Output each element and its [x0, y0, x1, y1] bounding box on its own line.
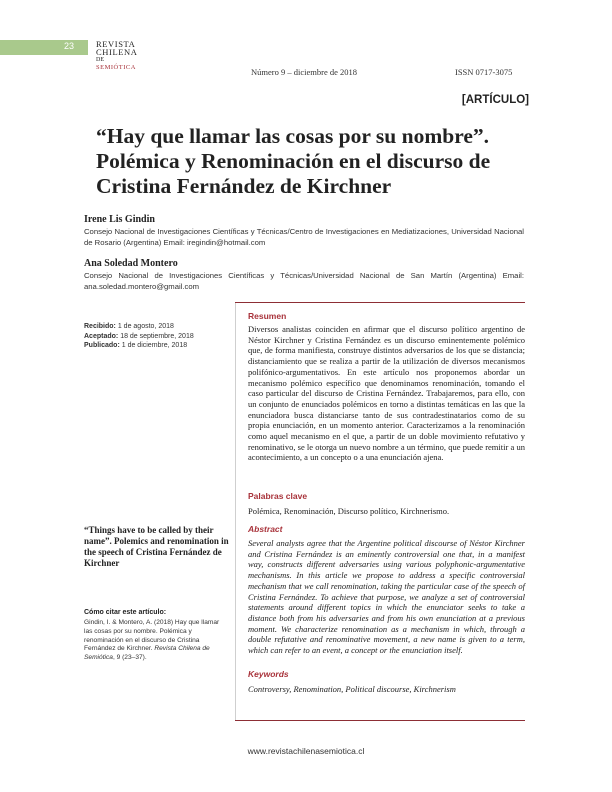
author-name: Irene Lis Gindin [84, 214, 155, 225]
author-affiliation: Consejo Nacional de Investigaciones Científicas y Técnicas/Centro de Investigaciones en Mediatizaciones, Universidad Nacional de Rosario (Argentina) Email: iregindin@hotmail.com [84, 227, 524, 247]
abstract-es-text: Diversos analistas coinciden en afirmar que el discurso político argentino de Néstor Kirchner y Cristina Fernández es un discurso eminentemente polémico que, de forma manifiesta, construye distintos adversarios de los que se distancia; distanciamiento que se realiza a partir de la utilización de diversos mecanismos polifónico-argumentativos. En este artículo nos proponemos abordar un mecanismo polémico específico que denominamos renominación, tomando el caso particular del discurso de Cristina Fernández. Trabajaremos, para ello, con un conjunto de enunciados polémicos en torno a distintas temáticas en las que la enunciadora busca distanciarse tanto de sus contradestinatarios como de su propia enunciación, en un momento anterior. Caracterizamos a la renominación como aquel mecanismo en el que, a partir de un doble movimiento refutativo y renominativo, se le otorga un nuevo nombre a un término, que puede remitir a un acontecimiento, a un concepto o a una enunciación ajena. [248, 324, 525, 463]
author-affiliation: Consejo Nacional de Investigaciones Científicas y Técnicas/Universidad Nacional de San Martín (Argentina) Email: ana.soledad.montero@gmail.com [84, 271, 524, 291]
citation-text: Gindin, I. & Montero, A. (2018) Hay que llamar las cosas por su nombre. Polémica y renominación en el discurso de Cristina Fernández de Kirchner. Revista Chilena de Semiótica, 9 (23–37). [84, 619, 220, 662]
author-name: Ana Soledad Montero [84, 258, 178, 269]
article-title: “Hay que llamar las cosas por su nombre”. Polémica y Renominación en el discurso de Cristina Fernández de Kirchner [96, 124, 491, 198]
keywords-en-text: Controversy, Renomination, Political discourse, Kirchnerism [248, 684, 456, 694]
logo-line: CHILENA [96, 47, 138, 57]
publication-dates [84, 322, 229, 351]
logo-line: SEMIÓTICA [96, 64, 136, 71]
column-divider [235, 303, 236, 720]
issn: ISSN 0717-3075 [455, 67, 513, 77]
logo-line: DE [96, 57, 104, 63]
keywords-en-heading: Keywords [248, 669, 289, 679]
page-number-band [0, 40, 88, 55]
abstract-en-text: Several analysts agree that the Argentine political discourse of Néstor Kirchner and Cristina Fernández is an eminently controversial one that, in a manifest way, constructs different adversaries using various polyphonic-argumentative mechanisms. In this article we propose to address a specific controversial mechanism that we call renomination, taking the particular case of the speech of Cristina Fernández. To achieve that purpose, we analyze a set of controversial statements around different topics in which the enunciator seeks to take a distance both from his adversaries and from his own enunciation at a previous moment. We characterize renomination as a mechanism in which, through a double refutative and renominative movement, a new name is given to a term, which can refer to an event, a concept or the enunciation itself. [248, 538, 525, 656]
page-number: 23 [64, 41, 75, 51]
accepted-date: Aceptado: 18 de septiembre, 2018 [84, 332, 194, 340]
english-title: “Things have to be called by their name”. Polemics and renomination in the speech of Cristina Fernández de Kirchner [84, 525, 229, 568]
section-tag: [ARTÍCULO] [461, 94, 529, 106]
citation-heading: Cómo citar este artículo: [84, 609, 167, 616]
citation-journal: Revista Chilena de Semiótica [84, 645, 210, 662]
received-date: Recibido: 1 de agosto, 2018 [84, 323, 174, 330]
keywords-es-text: Polémica, Renominación, Discurso político, Kirchnerismo. [248, 506, 450, 516]
published-date: Publicado: 1 de diciembre, 2018 [84, 342, 188, 350]
abstract-es-heading: Resumen [248, 311, 287, 321]
footer-url[interactable]: www.revistachilenasemiotica.cl [247, 746, 365, 756]
abstract-bottom-rule [235, 720, 525, 721]
keywords-es-heading: Palabras clave [248, 491, 308, 501]
logo-line: REVISTA [96, 39, 136, 49]
journal-logo [96, 40, 138, 72]
issue-info: Número 9 – diciembre de 2018 [251, 67, 357, 77]
abstract-en-heading: Abstract [248, 524, 283, 534]
abstract-top-rule [235, 302, 525, 303]
